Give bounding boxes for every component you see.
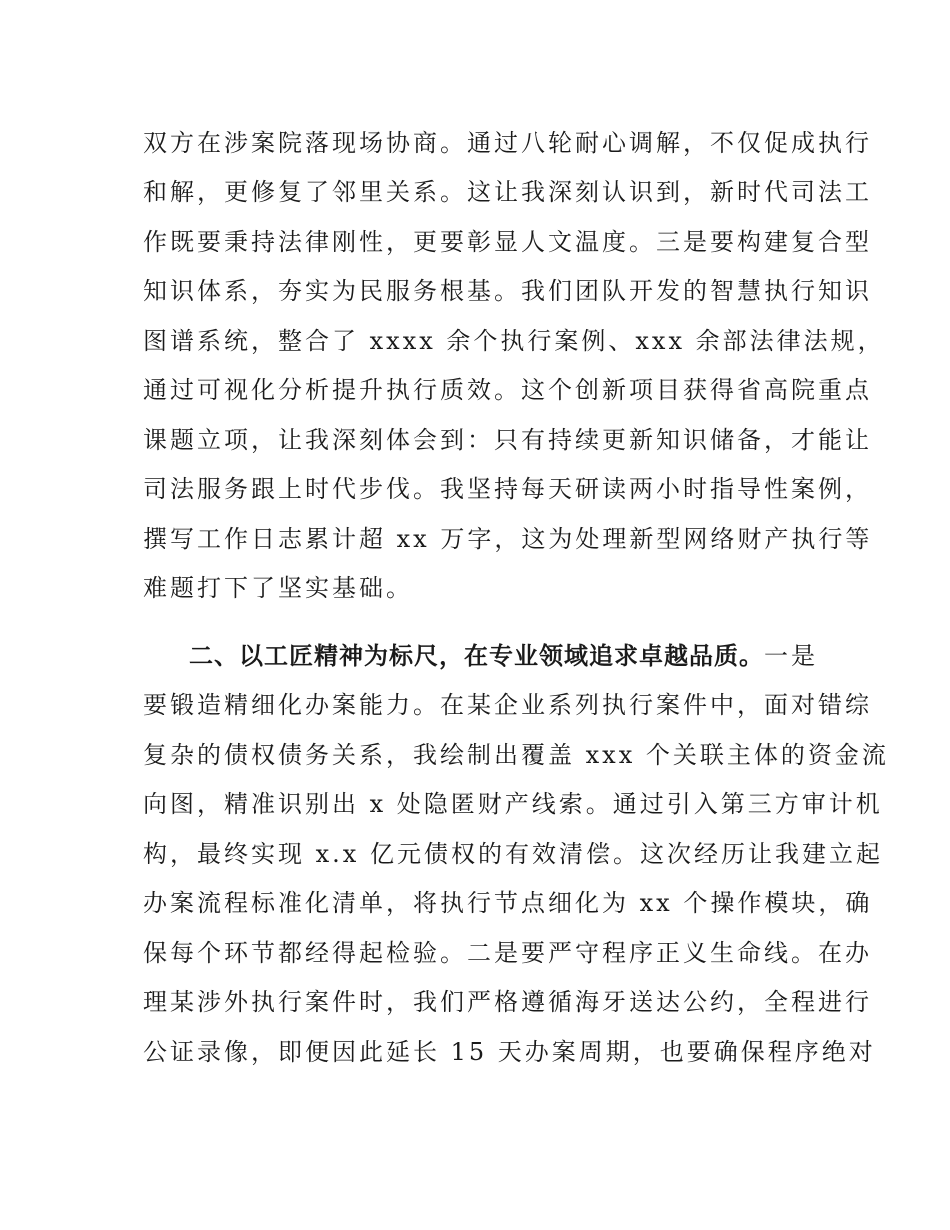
paragraph-line: 向图，精准识别出 x 处隐匿财产线索。通过引入第三方审计机 [143, 790, 883, 818]
section-heading: 二、以工匠精神为标尺，在专业领域追求卓越品质。 [189, 642, 764, 670]
paragraph-line: 双方在涉案院落现场协商。通过八轮耐心调解，不仅促成执行 [143, 129, 872, 157]
paragraph-line: 难题打下了坚实基础。 [143, 574, 413, 602]
paragraph-line: 办案流程标准化清单，将执行节点细化为 xx 个操作模块，确 [143, 889, 873, 917]
paragraph-line: 要锻造精细化办案能力。在某企业系列执行案件中，面对错综 [143, 691, 872, 719]
paragraph-line: 图谱系统，整合了 xxxx 余个执行案例、xxx 余部法律法规， [143, 327, 885, 355]
paragraph-line: 通过可视化分析提升执行质效。这个创新项目获得省高院重点 [143, 376, 872, 404]
paragraph-line: 作既要秉持法律刚性，更要彰显人文温度。三是要构建复合型 [143, 228, 872, 256]
section-heading-line [189, 641, 818, 671]
paragraph-line: 复杂的债权债务关系，我绘制出覆盖 xxx 个关联主体的资金流 [143, 741, 889, 769]
paragraph-line: 知识体系，夯实为民服务根基。我们团队开发的智慧执行知识 [143, 277, 872, 305]
paragraph-line: 司法服务跟上时代步伐。我坚持每天研读两小时指导性案例， [143, 475, 872, 503]
paragraph-line: 和解，更修复了邻里关系。这让我深刻认识到，新时代司法工 [143, 178, 872, 206]
heading-line-continuation: 一是 [764, 642, 818, 670]
paragraph-line: 构，最终实现 x.x 亿元债权的有效清偿。这次经历让我建立起 [143, 840, 883, 868]
paragraph-line: 理某涉外执行案件时，我们严格遵循海牙送达公约，全程进行 [143, 988, 872, 1016]
paragraph-line: 课题立项，让我深刻体会到：只有持续更新知识储备，才能让 [143, 426, 872, 454]
paragraph-line: 撰写工作日志累计超 xx 万字，这为处理新型网络财产执行等 [143, 525, 873, 553]
paragraph-line: 保每个环节都经得起检验。二是要严守程序正义生命线。在办 [143, 939, 872, 967]
paragraph-line: 公证录像，即便因此延长 15 天办案周期，也要确保程序绝对 [143, 1038, 876, 1066]
